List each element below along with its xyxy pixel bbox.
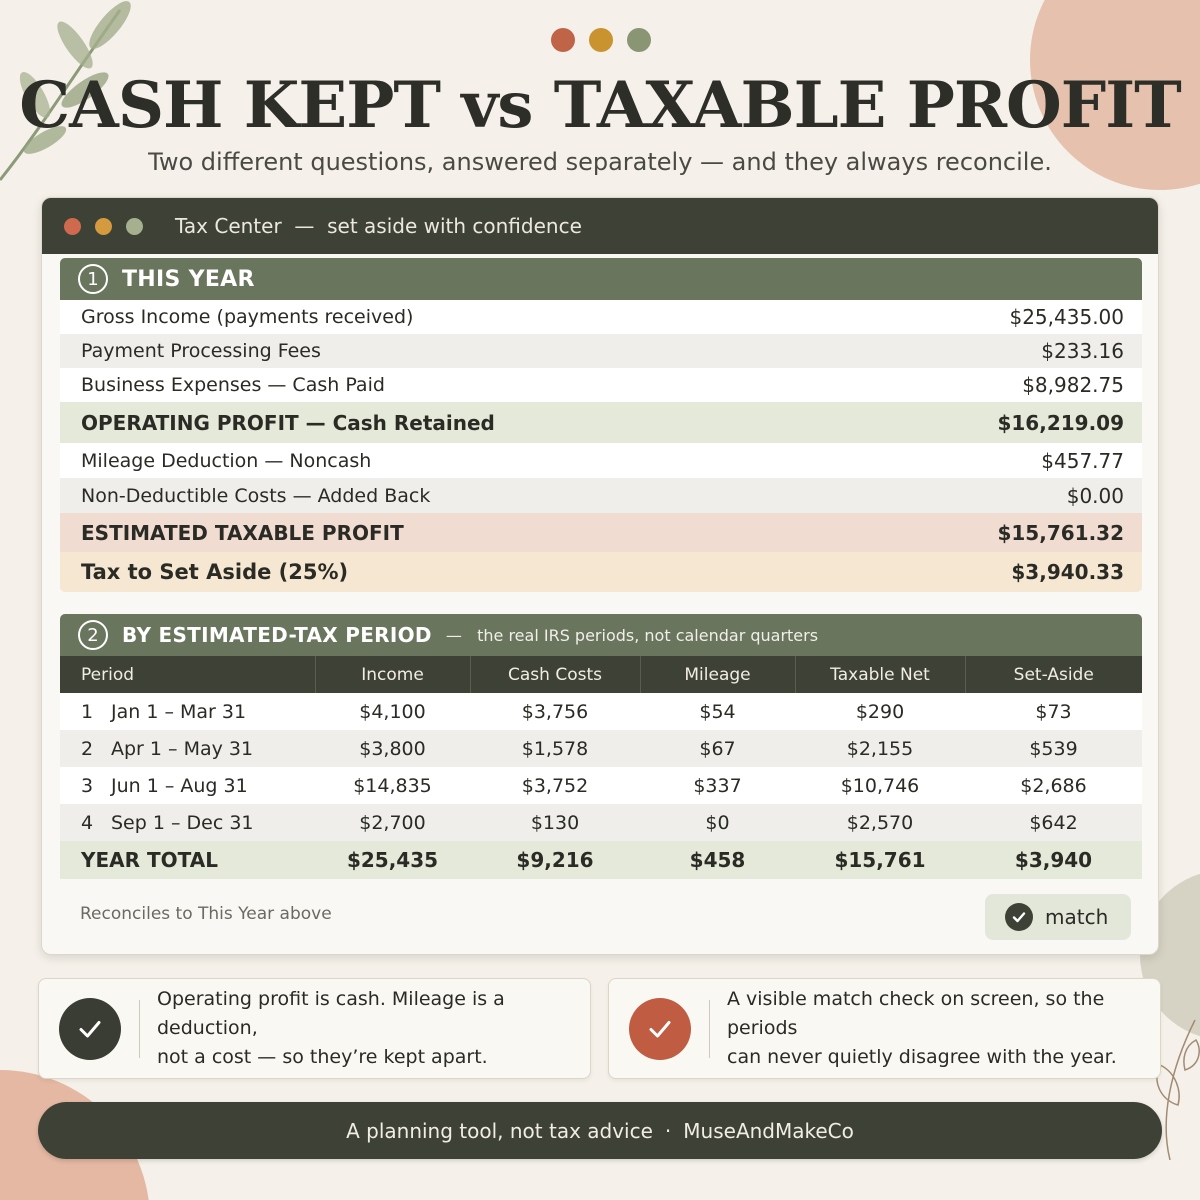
page-subtitle: Two different questions, answered separately — and they always reconcile. <box>148 148 1052 176</box>
period-range: Jun 1 – Aug 31 <box>111 774 248 797</box>
match-status-button[interactable] <box>985 894 1131 940</box>
this-year-header <box>60 258 1142 300</box>
section-title: BY ESTIMATED-TAX PERIOD <box>122 623 432 647</box>
total-set-aside: $3,940 <box>965 841 1142 879</box>
period-cell <box>60 730 315 767</box>
row-value: $3,940.33 <box>1011 560 1124 584</box>
cash-costs-cell: $130 <box>470 804 640 841</box>
period-number: 1 <box>81 700 94 723</box>
section-number-badge: 1 <box>78 264 108 294</box>
row-label: ESTIMATED TAXABLE PROFIT <box>81 520 404 545</box>
set-aside-cell: $2,686 <box>965 767 1142 804</box>
taxable-net-cell: $2,155 <box>795 730 965 767</box>
income-cell: $4,100 <box>315 693 470 730</box>
row-label: Gross Income (payments received) <box>81 306 414 328</box>
row-value: $233.16 <box>1041 339 1124 363</box>
total-income: $25,435 <box>315 841 470 879</box>
row-tax-set-aside <box>60 552 1142 592</box>
cash-costs-cell: $1,578 <box>470 730 640 767</box>
footer-disclaimer: A planning tool, not tax advice <box>346 1118 653 1143</box>
total-label: YEAR TOTAL <box>60 841 315 879</box>
table-row <box>60 804 1142 841</box>
period-number: 3 <box>81 774 94 797</box>
total-cash-costs: $9,216 <box>470 841 640 879</box>
period-range: Apr 1 – May 31 <box>111 737 254 760</box>
footer-brand: MuseAndMakeCo <box>683 1118 854 1143</box>
col-header-taxable-net: Taxable Net <box>795 656 965 693</box>
row-gross-income <box>60 300 1142 334</box>
card-line: can never quietly disagree with the year. <box>727 1046 1117 1068</box>
page-title: CASH KEPT vs TAXABLE PROFIT <box>19 68 1181 143</box>
row-business-expenses <box>60 368 1142 402</box>
period-cell <box>60 804 315 841</box>
row-value: $15,761.32 <box>997 520 1124 545</box>
table-row <box>60 693 1142 730</box>
cash-costs-cell: $3,756 <box>470 693 640 730</box>
section-note: — the real IRS periods, not calendar quarters <box>445 625 819 645</box>
total-mileage: $458 <box>640 841 795 879</box>
window-zoom-dot[interactable] <box>126 218 143 235</box>
info-card-operating-profit <box>38 978 591 1079</box>
period-range: Jan 1 – Mar 31 <box>111 700 247 723</box>
period-cell <box>60 767 315 804</box>
card-divider <box>139 1000 140 1058</box>
periods-header <box>60 614 1142 656</box>
row-value: $0.00 <box>1066 483 1124 508</box>
col-header-period: Period <box>60 656 315 693</box>
section-number-badge: 2 <box>78 620 108 650</box>
mileage-cell: $337 <box>640 767 795 804</box>
row-label: OPERATING PROFIT — Cash Retained <box>81 410 495 435</box>
card-text <box>727 985 1160 1072</box>
table-row <box>60 730 1142 767</box>
row-taxable-profit <box>60 513 1142 552</box>
periods-panel <box>60 614 1142 879</box>
check-icon <box>59 998 121 1060</box>
period-number: 2 <box>81 737 94 760</box>
income-cell: $14,835 <box>315 767 470 804</box>
col-header-mileage: Mileage <box>640 656 795 693</box>
table-row <box>60 767 1142 804</box>
info-card-match-check <box>608 978 1161 1079</box>
footer-separator: · <box>664 1118 672 1143</box>
col-header-set-aside: Set-Aside <box>965 656 1142 693</box>
table-total-row <box>60 841 1142 879</box>
row-label: Non-Deductible Costs — Added Back <box>81 484 431 507</box>
check-icon <box>629 998 691 1060</box>
tax-center-window <box>41 197 1159 955</box>
card-line: Operating profit is cash. Mileage is a deduction, <box>157 988 505 1039</box>
set-aside-cell: $73 <box>965 693 1142 730</box>
cash-costs-cell: $3,752 <box>470 767 640 804</box>
row-value: $25,435.00 <box>1009 305 1124 329</box>
window-close-dot[interactable] <box>64 218 81 235</box>
row-value: $16,219.09 <box>997 410 1124 435</box>
match-label: match <box>1045 905 1109 929</box>
income-cell: $2,700 <box>315 804 470 841</box>
income-cell: $3,800 <box>315 730 470 767</box>
row-label: Tax to Set Aside (25%) <box>81 560 349 584</box>
row-value: $8,982.75 <box>1022 373 1124 397</box>
period-cell <box>60 693 315 730</box>
row-processing-fees <box>60 334 1142 368</box>
taxable-net-cell: $290 <box>795 693 965 730</box>
row-label: Payment Processing Fees <box>81 340 321 362</box>
row-label: Mileage Deduction — Noncash <box>81 449 372 472</box>
periods-table <box>60 656 1142 879</box>
row-non-deductible <box>60 478 1142 513</box>
footer-bar <box>38 1102 1162 1159</box>
period-number: 4 <box>81 811 94 834</box>
card-line: A visible match check on screen, so the periods <box>727 988 1105 1039</box>
table-header-row <box>60 656 1142 693</box>
set-aside-cell: $539 <box>965 730 1142 767</box>
window-titlebar <box>42 198 1158 254</box>
taxable-net-cell: $2,570 <box>795 804 965 841</box>
row-operating-profit <box>60 402 1142 443</box>
section-title: THIS YEAR <box>122 266 255 292</box>
decorative-dots <box>551 28 651 52</box>
dot-ochre <box>589 28 613 52</box>
card-line: not a cost — so they’re kept apart. <box>157 1046 488 1068</box>
mileage-cell: $0 <box>640 804 795 841</box>
col-header-cash-costs: Cash Costs <box>470 656 640 693</box>
dot-terracotta <box>551 28 575 52</box>
taxable-net-cell: $10,746 <box>795 767 965 804</box>
mileage-cell: $67 <box>640 730 795 767</box>
window-title: Tax Center — set aside with confidence <box>175 214 582 238</box>
mileage-cell: $54 <box>640 693 795 730</box>
card-text <box>157 985 590 1072</box>
set-aside-cell: $642 <box>965 804 1142 841</box>
check-icon <box>1005 903 1033 931</box>
period-range: Sep 1 – Dec 31 <box>111 811 254 834</box>
row-mileage-deduction <box>60 443 1142 478</box>
col-header-income: Income <box>315 656 470 693</box>
this-year-panel <box>60 258 1142 592</box>
total-taxable-net: $15,761 <box>795 841 965 879</box>
card-divider <box>709 1000 710 1058</box>
row-label: Business Expenses — Cash Paid <box>81 374 385 396</box>
reconcile-note: Reconciles to This Year above <box>80 904 332 924</box>
window-minimize-dot[interactable] <box>95 218 112 235</box>
dot-sage <box>627 28 651 52</box>
row-value: $457.77 <box>1041 448 1124 473</box>
